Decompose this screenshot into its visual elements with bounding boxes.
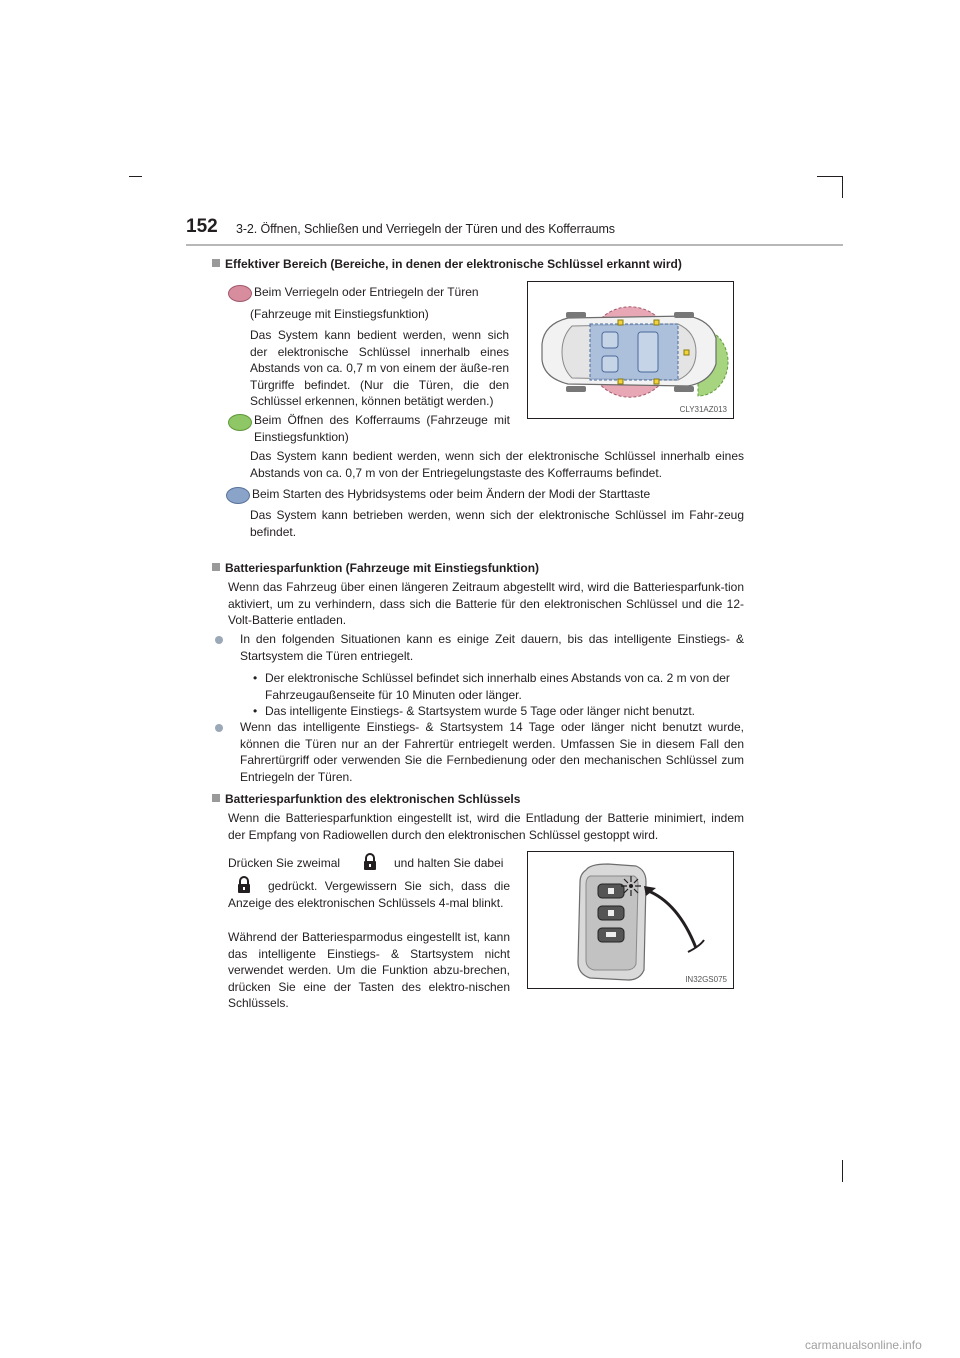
crop-mark bbox=[129, 176, 142, 177]
section-heading-effective-range bbox=[212, 256, 682, 272]
section-heading-text: Effektiver Bereich (Bereiche, in denen der elektronische Schlüssel erkannt wird) bbox=[225, 257, 682, 271]
square-bullet-icon bbox=[212, 794, 220, 802]
press-text-c: gedrückt. Vergewissern Sie sich, dass die Anzeige des elektronischen Schlüssels 4-mal blinkt. bbox=[228, 879, 510, 910]
detection-range-figure bbox=[527, 281, 734, 419]
header-rule bbox=[186, 244, 843, 246]
battery-saving-sub-2: Das intelligente Einstiegs- & Startsystem wurde 5 Tage oder länger nicht benutzt. bbox=[265, 704, 696, 718]
crop-mark bbox=[842, 176, 843, 198]
round-bullet-icon bbox=[215, 724, 223, 732]
figure-code: CLY31AZ013 bbox=[679, 405, 727, 414]
battery-saving-bullet-2: Wenn das intelligente Einstiegs- & Startsystem 14 Tage oder länger nicht benutzt wurde, können die Türen nur an der Fahrertür entriegelt werden. Umfassen Sie in diesem Fall den Fahrertürgriff oder verwenden Sie die Fernbedienung oder den mechanischen Schlüssel zum Entriegeln der Türen. bbox=[240, 720, 744, 784]
battery-saving-sub-1: Der elektronische Schlüssel befindet sich innerhalb eines Abstands von ca. 2 m von der Fahrzeugaußenseite für 10 Minuten oder länger. bbox=[265, 671, 730, 702]
key-battery-saving-intro: Wenn die Batteriesparfunktion eingestellt ist, wird die Entladung der Batterie minimiert, indem der Empfang von Radiowellen durch den elektronischen Schlüssel gestoppt wird. bbox=[228, 811, 744, 842]
section-heading-text: Batteriesparfunktion des elektronischen Schlüssels bbox=[225, 792, 521, 806]
green-zone-marker-icon bbox=[228, 414, 252, 431]
battery-saving-bullet-1: In den folgenden Situationen kann es einige Zeit dauern, bis das intelligente Einstiegs- & Startsystem die Türen entriegelt. bbox=[240, 632, 744, 663]
press-text-b: und halten Sie dabei bbox=[394, 856, 504, 870]
section-heading-key-battery-saving bbox=[212, 791, 520, 807]
car-zones-illustration bbox=[528, 282, 733, 418]
red-zone-marker-icon bbox=[228, 285, 252, 302]
section-heading-text: Batteriesparfunktion (Fahrzeuge mit Einstiegsfunktion) bbox=[225, 561, 540, 575]
trunk-body: Das System kann bedient werden, wenn sich der elektronische Schlüssel innerhalb eines Abstands von ca. 0,7 m von der Entriegelungstaste des Kofferraums befindet. bbox=[250, 449, 744, 480]
start-body: Das System kann betrieben werden, wenn sich der elektronische Schlüssel im Fahr-zeug befindet. bbox=[250, 508, 744, 539]
trunk-heading: Beim Öffnen des Kofferraums (Fahrzeuge mit Einstiegsfunktion) bbox=[254, 413, 510, 444]
press-text-a: Drücken Sie zweimal bbox=[228, 856, 341, 870]
page-number: 152 bbox=[186, 216, 218, 237]
doors-heading: Beim Verriegeln oder Entriegeln der Türen bbox=[254, 285, 479, 299]
blue-zone-marker-icon bbox=[226, 487, 250, 504]
lock-icon bbox=[362, 853, 378, 871]
round-bullet-icon bbox=[215, 636, 223, 644]
battery-saving-intro: Wenn das Fahrzeug über einen längeren Zeitraum abgestellt wird, wird die Batteriesparfunk-tion aktiviert, um zu verhindern, dass sich die Batterie für den elektronischen Schlüssel und die 12-Volt-Batterie entladen. bbox=[228, 580, 744, 627]
press-text-d: Während der Batteriesparmodus eingestellt ist, kann das intelligente Einstiegs- & Startsystem nicht verwendet werden. Um die Funktion abzu-brechen, drücken Sie eine der Tasten des elektro-nischen Schlüssels. bbox=[228, 930, 510, 1010]
section-heading-battery-saving bbox=[212, 560, 539, 576]
doors-body: Das System kann bedient werden, wenn sich der elektronische Schlüssel innerhalb eines Abstands von ca. 0,7 m von einem der äuße-ren Türgriffe befindet. (Nur die Türen, die den Schlüssel erkennen, können betätigt werden.) bbox=[250, 328, 509, 408]
sub-bullet-marker: • bbox=[253, 704, 258, 718]
key-fob-illustration bbox=[528, 852, 733, 988]
start-heading: Beim Starten des Hybridsystems oder beim Ändern der Modi der Starttaste bbox=[252, 487, 651, 501]
figure-code: IN32GS075 bbox=[685, 975, 727, 984]
section-title: 3-2. Öffnen, Schließen und Verriegeln der Türen und des Kofferraums bbox=[236, 222, 615, 236]
key-fob-figure bbox=[527, 851, 734, 989]
square-bullet-icon bbox=[212, 563, 220, 571]
square-bullet-icon bbox=[212, 259, 220, 267]
crop-mark bbox=[842, 1160, 843, 1182]
sub-bullet-marker: • bbox=[253, 671, 258, 685]
doors-note: (Fahrzeuge mit Einstiegsfunktion) bbox=[250, 307, 429, 321]
watermark: carmanualsonline.info bbox=[805, 1338, 922, 1352]
crop-mark bbox=[817, 176, 842, 177]
